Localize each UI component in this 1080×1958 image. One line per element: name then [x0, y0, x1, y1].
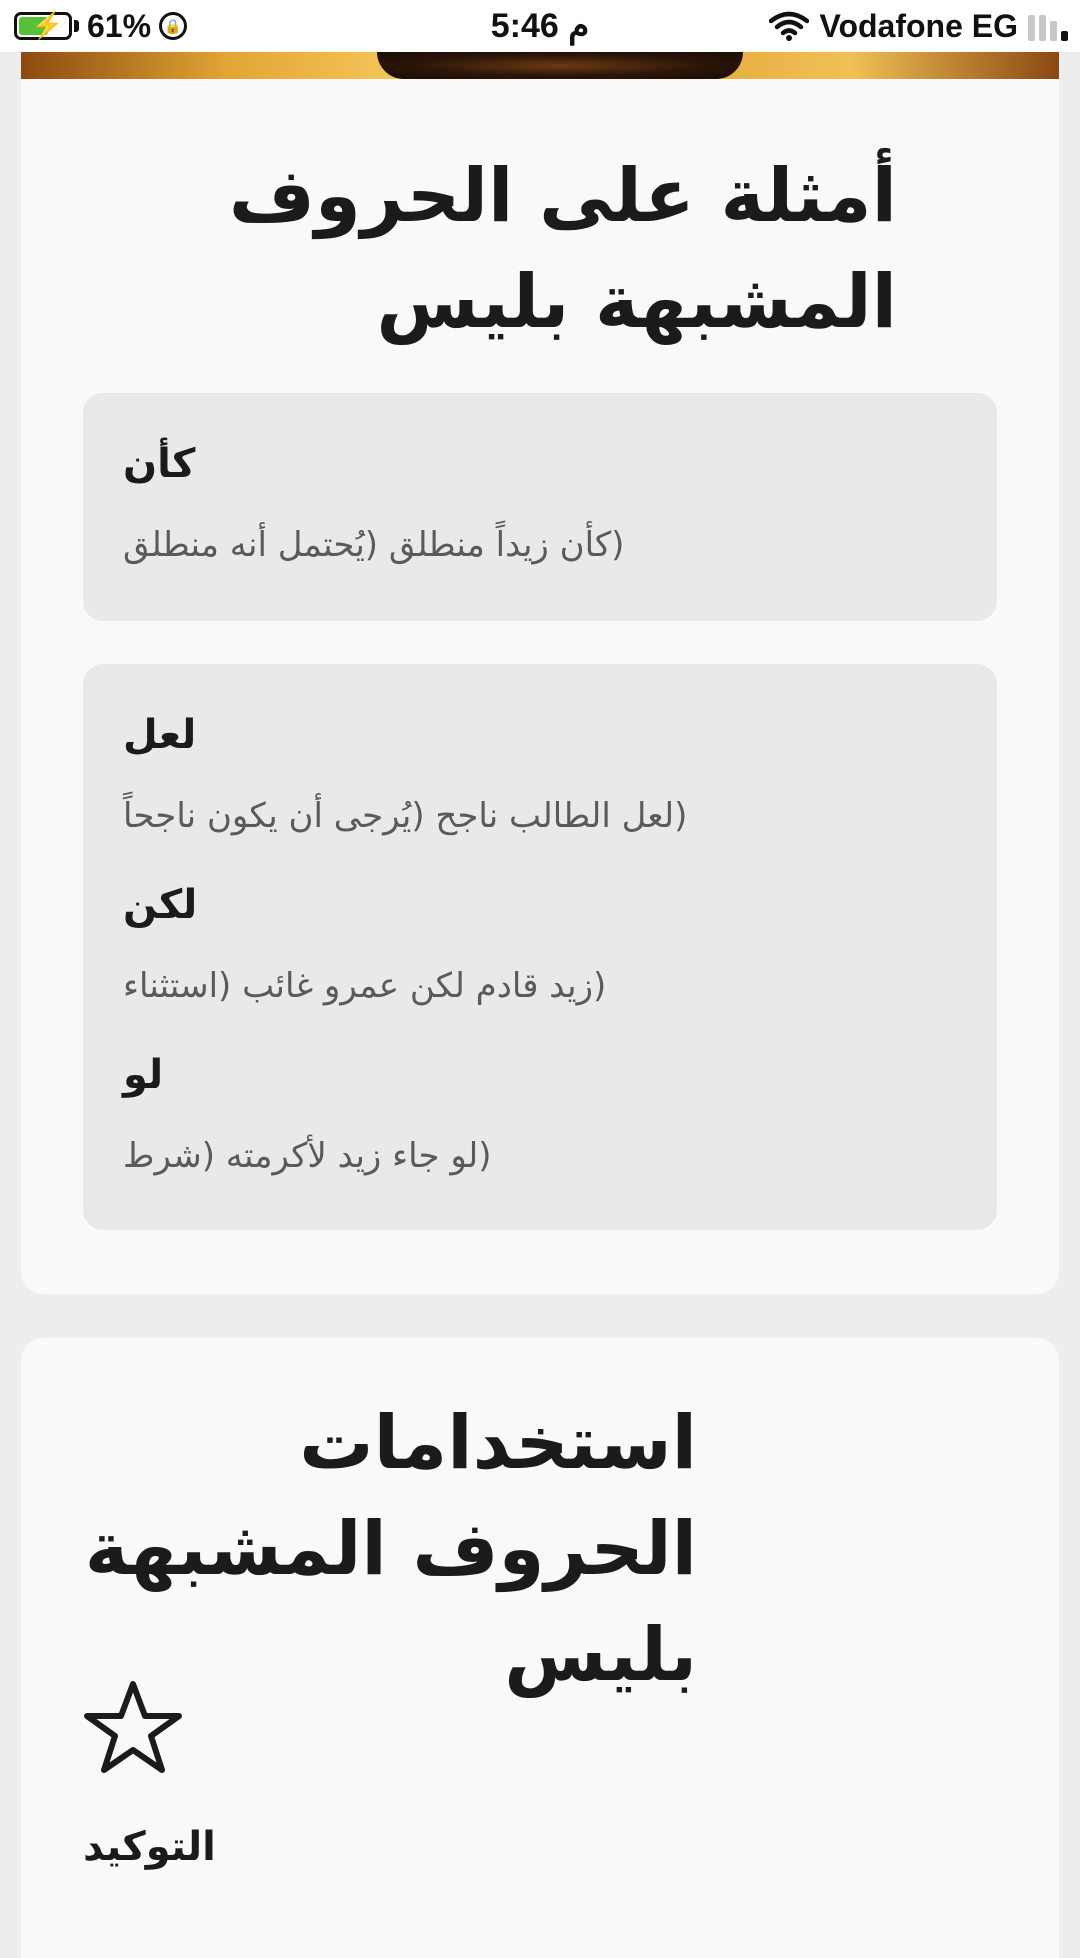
example-term: لعل	[123, 712, 197, 758]
status-time: 5:46 م	[490, 7, 590, 45]
battery-percent: 61%	[87, 7, 152, 44]
cell-signal-icon	[1028, 11, 1068, 41]
examples-card	[21, 79, 1059, 1294]
example-term: لكن	[123, 882, 198, 928]
example-term: لو	[123, 1052, 164, 1098]
hero-ornament	[377, 52, 743, 79]
example-sentence: (لعل الطالب ناجح (يُرجى أن يكون ناجحاً	[123, 796, 688, 836]
example-box-1	[83, 393, 997, 621]
usages-card	[21, 1338, 1059, 1958]
hero-image	[21, 52, 1059, 79]
carrier-name: Vodafone EG	[819, 7, 1018, 44]
wifi-icon	[769, 11, 809, 41]
star-outline-icon	[83, 1678, 183, 1778]
example-sentence: (زيد قادم لكن عمرو غائب (استثناء	[123, 966, 607, 1006]
usages-title: استخدامات الحروف المشبهة بليس	[84, 1400, 697, 1698]
example-box-2	[83, 664, 997, 1230]
example-sentence: (كأن زيداً منطلق (يُحتمل أنه منطلق	[123, 525, 625, 565]
example-term: كأن	[123, 441, 196, 487]
examples-title: أمثلة على الحروف المشبهة بليس	[228, 153, 897, 345]
status-bar	[0, 0, 1080, 52]
example-sentence: (لو جاء زيد لأكرمته (شرط	[123, 1136, 492, 1176]
status-right	[769, 8, 1068, 44]
charging-bolt-icon: ⚡	[31, 10, 64, 40]
usage-emphasis-label: التوكيد	[83, 1824, 216, 1870]
orientation-lock-icon: 🔒	[159, 12, 187, 40]
